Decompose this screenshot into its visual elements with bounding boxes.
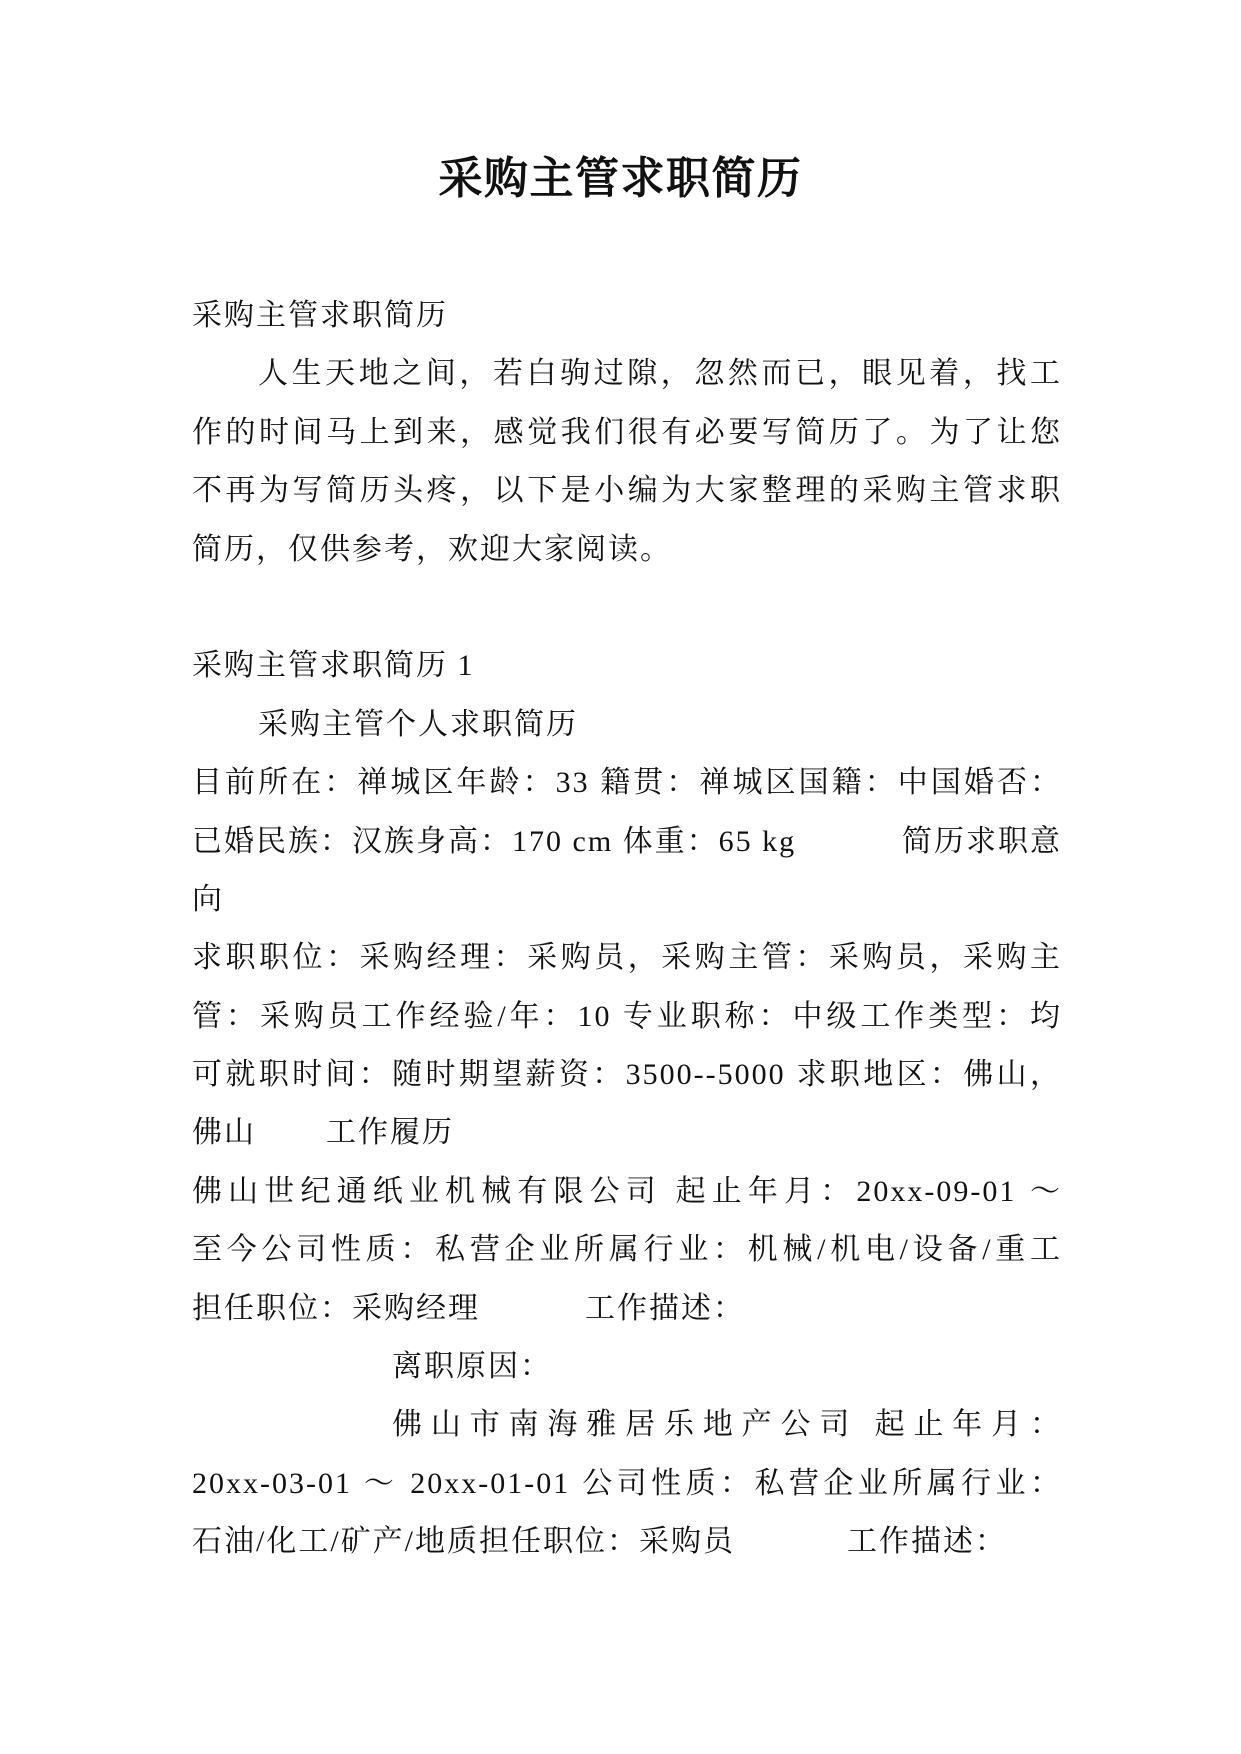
work-history-line: 佛山市南海雅居乐地产公司 起止年月： [392,1408,1062,1442]
resume-1-subheading: 采购主管个人求职简历 [258,707,578,741]
work-history-line: 至今公司性质：私营企业所属行业：机械/机电/设备/重工 [192,1233,1062,1267]
line-segment: 简历求职意 [902,824,1062,858]
document-title: 采购主管求职简历 [438,154,803,203]
line-segment: 佛山 [192,1116,256,1150]
job-intention-line: 求职职位：采购经理：采购员，采购主管：采购员，采购主 [192,941,1062,975]
intro-heading: 采购主管求职简历 [192,299,448,332]
work-history-line: 20xx-03-01 ～ 20xx-01-01 公司性质：私营企业所属行业： [192,1466,1062,1500]
work-history-line [192,1280,1062,1338]
line-segment: 石油/化工/矿产/地质担任职位：采购员 [192,1525,736,1559]
job-intention-line: 可就职时间：随时期望薪资：3500--5000 求职地区：佛山， [192,1058,1062,1092]
line-segment: 已婚民族：汉族身高：170 cm 体重：65 kg [192,824,797,858]
blank-line [192,579,1062,637]
job-intention-line: 向 [192,882,224,916]
intro-paragraph-line: 人生天地之间，若白驹过隙，忽然而已，眼见着，找工 [258,357,1062,391]
line-segment: 工作描述： [585,1291,745,1325]
work-history-line [192,1513,1062,1571]
resume-1-section [192,637,1062,1571]
line-segment: 担任职位：采购经理 [192,1291,480,1325]
personal-info-line [192,813,1062,871]
intro-section [192,287,1062,579]
intro-paragraph-line: 不再为写简历头疼，以下是小编为大家整理的采购主管求职 [192,474,1062,508]
work-history-line: 离职原因： [392,1350,552,1384]
job-intention-line: 管：采购员工作经验/年：10 专业职称：中级工作类型：均 [192,999,1062,1033]
personal-info-line: 目前所在：禅城区年龄：33 籍贯：禅城区国籍：中国婚否： [192,766,1062,800]
work-history-line: 佛山世纪通纸业机械有限公司 起止年月：20xx-09-01 ～ [192,1174,1062,1208]
intro-paragraph-line: 简历，仅供参考，欢迎大家阅读。 [192,532,672,566]
line-segment: 工作履历 [326,1116,454,1150]
resume-1-heading: 采购主管求职简历 1 [192,649,475,683]
line-segment: 工作描述： [847,1525,1008,1559]
document-body [192,287,1062,1572]
intro-paragraph-line: 作的时间马上到来，感觉我们很有必要写简历了。为了让您 [192,415,1062,449]
work-history-heading-line [192,1104,1062,1162]
